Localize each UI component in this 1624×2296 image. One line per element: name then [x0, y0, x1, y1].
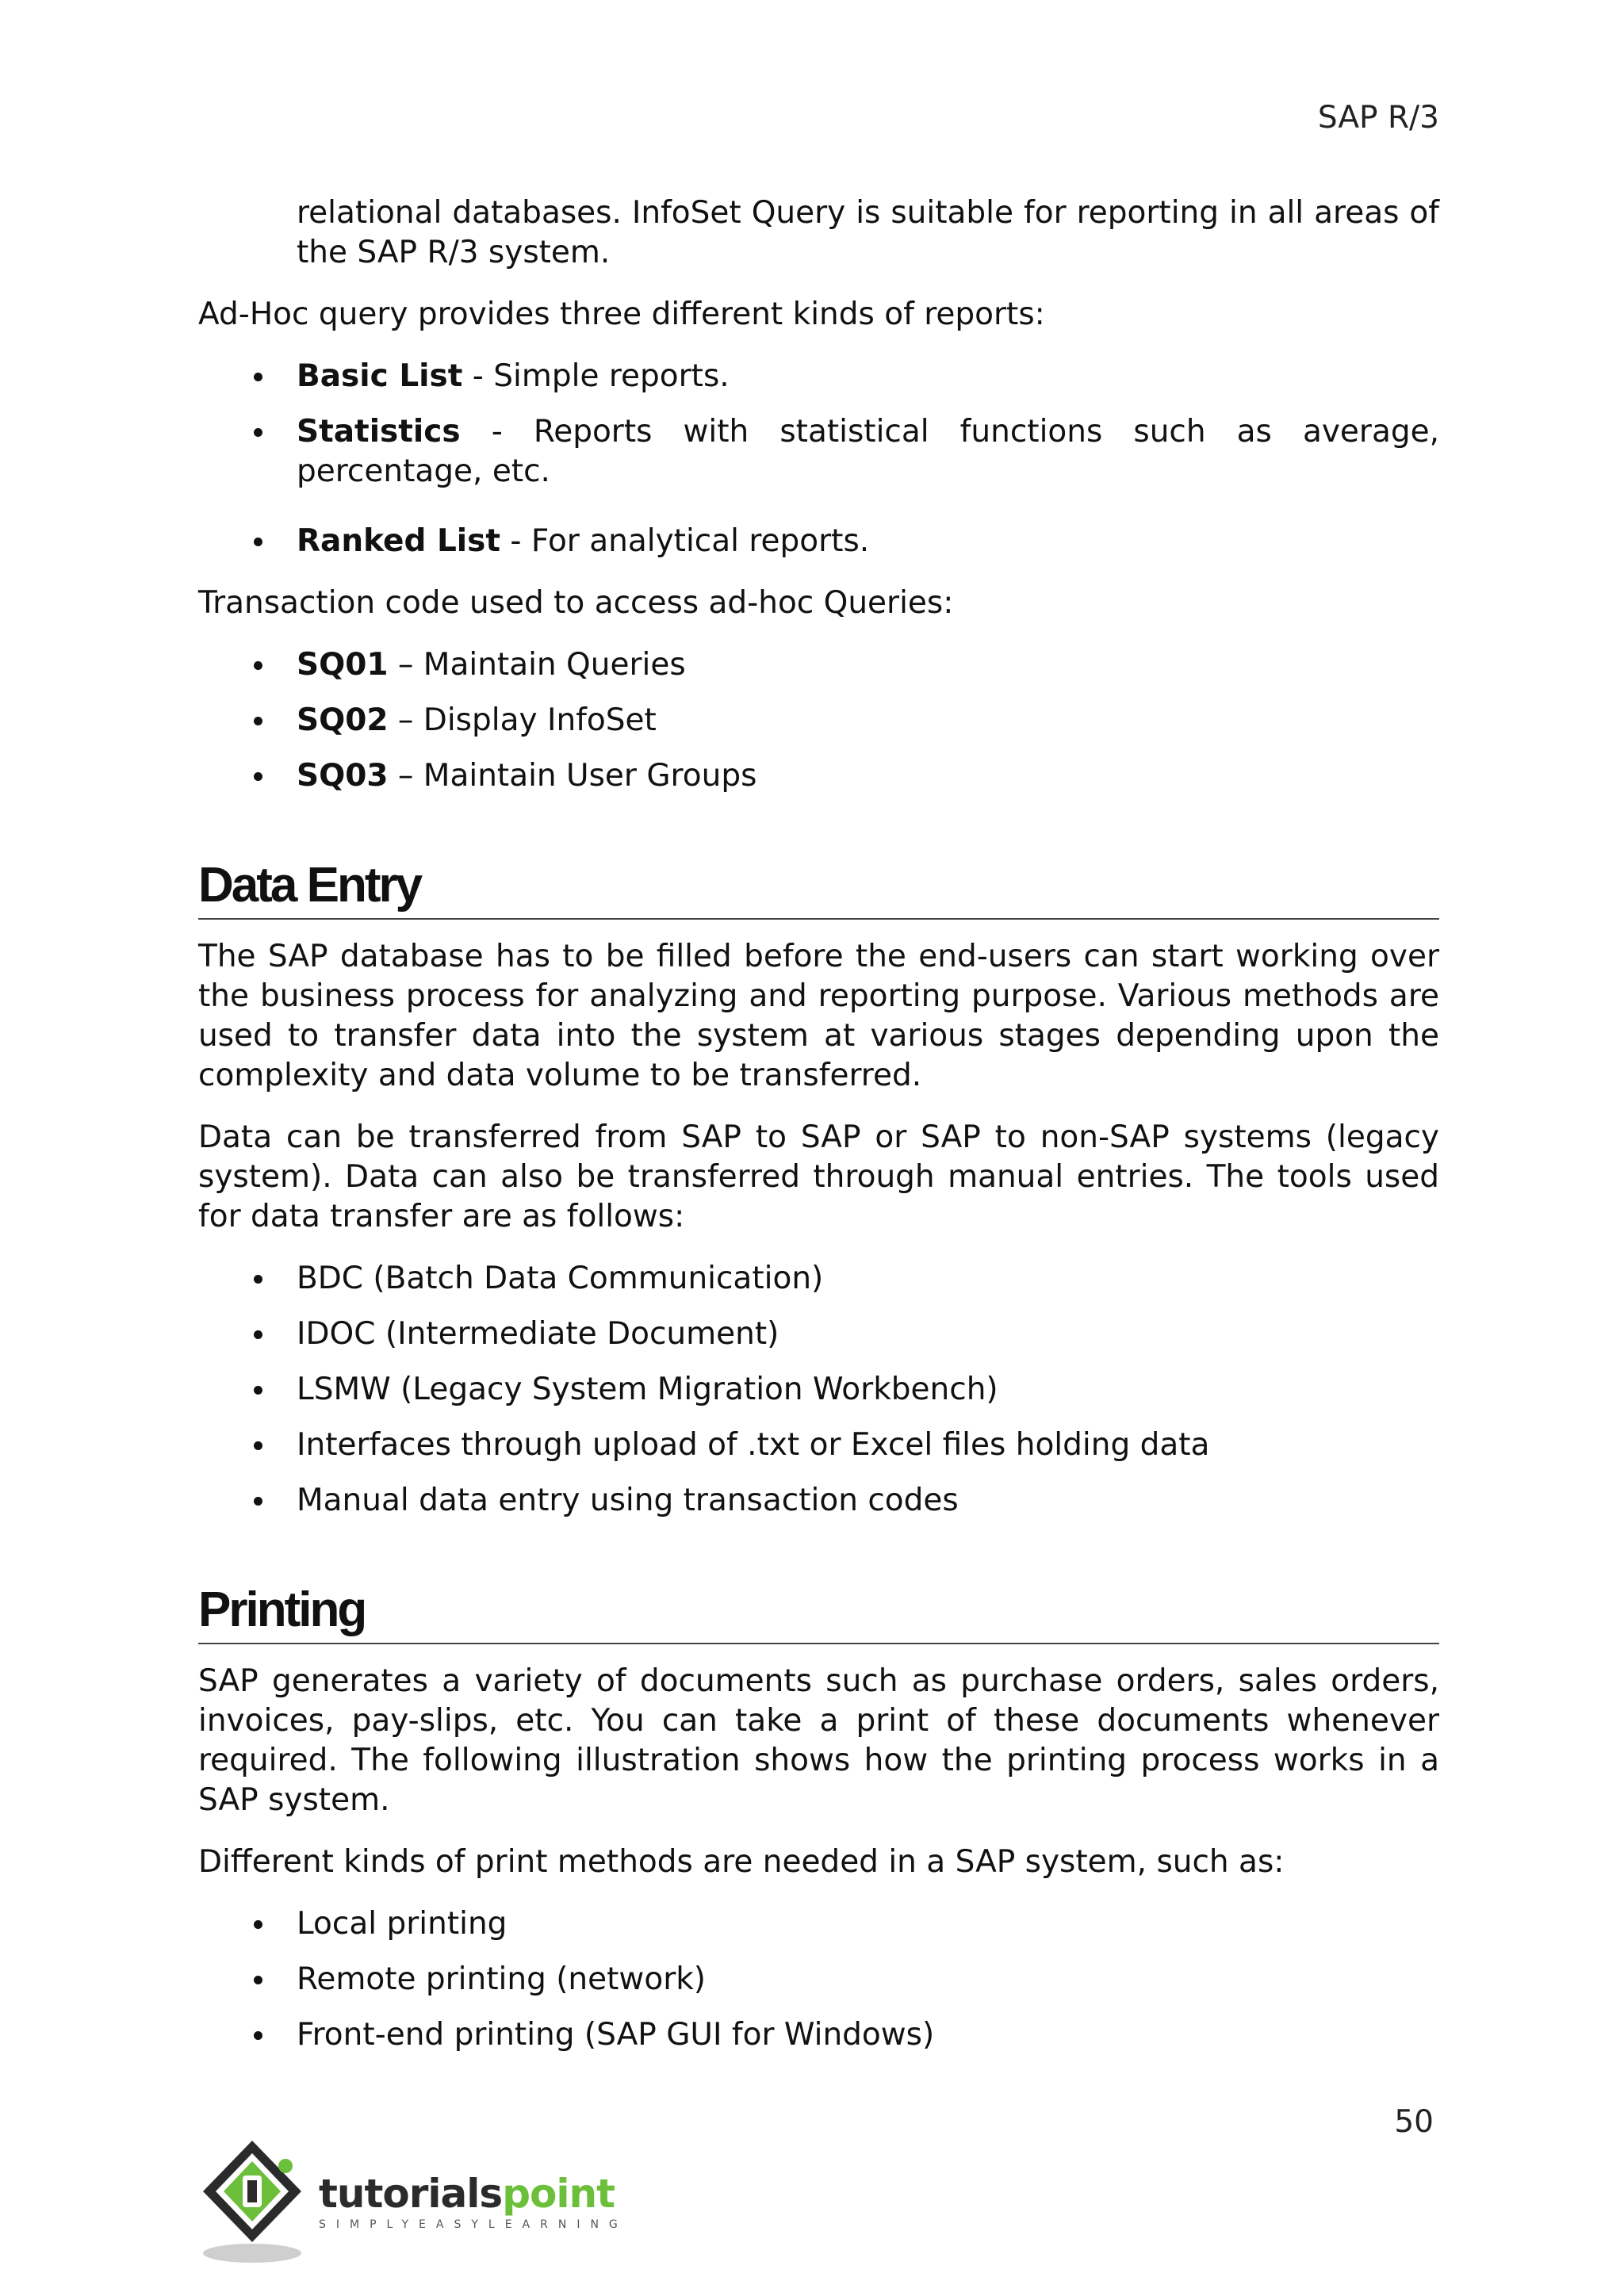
logo-word-point: point	[502, 2171, 615, 2217]
page-content	[198, 193, 1439, 2077]
report-types-list	[198, 357, 1439, 561]
list-item	[198, 645, 1439, 685]
continuation-paragraph: relational databases. InfoSet Query is suitable for reporting in all areas of the SAP R/3 system.	[297, 195, 1439, 270]
list-item: Local printing	[198, 1904, 1439, 1944]
logo-wordmark	[319, 2172, 628, 2215]
list-item: BDC (Batch Data Communication)	[198, 1259, 1439, 1299]
list-item-desc: - Reports with statistical functions such as average, percentage, etc.	[297, 414, 1439, 489]
tcode-desc: – Display InfoSet	[388, 702, 657, 738]
tcode-intro: Transaction code used to access ad-hoc Queries:	[198, 585, 954, 621]
logo-tagline: SIMPLYEASYLEARNING	[319, 2218, 628, 2231]
list-item: Manual data entry using transaction codes	[198, 1481, 1439, 1521]
section-heading-data-entry: Data Entry	[198, 858, 1439, 920]
tcode: SQ03	[297, 758, 389, 794]
list-item	[198, 756, 1439, 796]
print-methods-list	[198, 1904, 1439, 2055]
printing-paragraph: Different kinds of print methods are needed in a SAP system, such as:	[198, 1844, 1285, 1880]
report-types-intro: Ad-Hoc query provides three different kinds of reports:	[198, 297, 1045, 332]
list-item: IDOC (Intermediate Document)	[198, 1314, 1439, 1354]
list-item	[198, 522, 1439, 561]
list-item-term: Basic List	[297, 358, 463, 394]
section-heading-printing: Printing	[198, 1582, 1439, 1644]
tcode-desc: – Maintain Queries	[388, 647, 686, 683]
data-entry-paragraph: Data can be transferred from SAP to SAP or SAP to non-SAP systems (legacy system). Data can also be transferred through manual entries. The tools used for data transfer are as follows:	[198, 1119, 1439, 1234]
list-item: LSMW (Legacy System Migration Workbench)	[198, 1370, 1439, 1410]
page-number: 50	[1394, 2104, 1434, 2140]
tcode-list	[198, 645, 1439, 796]
logo-diamond-icon	[197, 2134, 314, 2269]
running-header: SAP R/3	[1317, 100, 1439, 136]
tcode: SQ01	[297, 647, 389, 683]
list-item: Remote printing (network)	[198, 1960, 1439, 1999]
data-transfer-tools-list	[198, 1259, 1439, 1521]
tcode-desc: – Maintain User Groups	[388, 758, 757, 794]
list-item-desc: - For analytical reports.	[500, 523, 870, 559]
list-item	[198, 357, 1439, 396]
list-item: Interfaces through upload of .txt or Excel files holding data	[198, 1425, 1439, 1465]
list-item	[198, 701, 1439, 740]
list-item-term: Ranked List	[297, 523, 501, 559]
tutorialspoint-logo	[197, 2134, 628, 2269]
tcode: SQ02	[297, 702, 389, 738]
logo-text	[319, 2172, 628, 2231]
list-item-desc: - Simple reports.	[462, 358, 730, 394]
data-entry-paragraph: The SAP database has to be filled before the end-users can start working over the business process for analyzing and reporting purpose. Various methods are used to transfer data into the system at various stages depending upon the complexity and data volume to be transferred.	[198, 939, 1439, 1093]
list-item-term: Statistics	[297, 414, 461, 450]
list-item	[198, 412, 1439, 492]
printing-paragraph: SAP generates a variety of documents such as purchase orders, sales orders, invoices, pay-slips, etc. You can take a print of these documents whenever required. The following illustration shows how the printing process works in a SAP system.	[198, 1663, 1439, 1818]
list-item: Front-end printing (SAP GUI for Windows)	[198, 2015, 1439, 2055]
logo-word-tutorials: tutorials	[319, 2171, 503, 2217]
